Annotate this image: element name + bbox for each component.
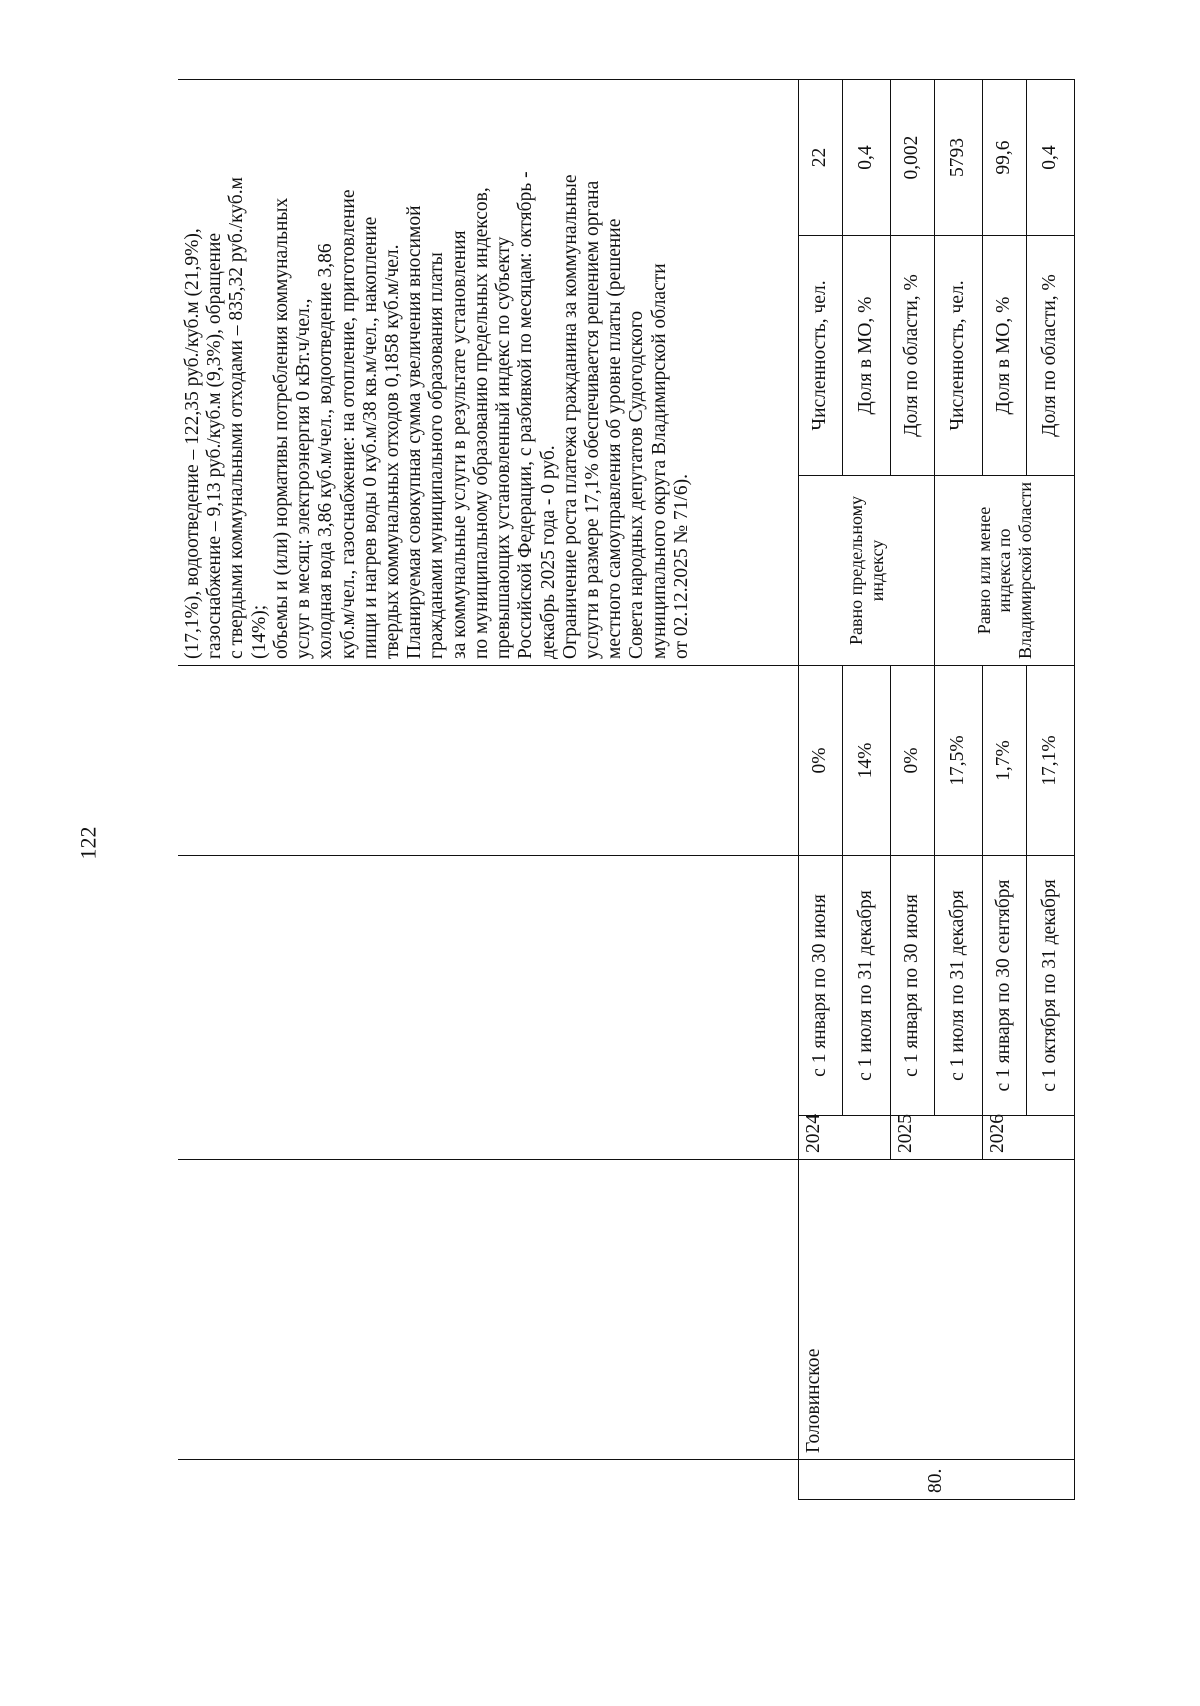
metric-name: Численность, чел.: [799, 236, 843, 476]
rotated-table-frame: [178, 80, 1113, 1500]
group-label: Равно или менее индекса по Владимирской области: [935, 476, 1075, 666]
description-line: декабрь 2025 года - 0 руб.: [537, 445, 559, 659]
index-value: 17,1%: [1027, 666, 1075, 856]
period-cell: с 1 января по 30 июня: [799, 856, 843, 1116]
description-row: [178, 79, 799, 1499]
description-line: услуг в месяц: электроэнергия 0 кВт.ч/чел.,: [293, 298, 315, 659]
index-value: 0%: [799, 666, 843, 856]
description-line: от 02.12.2025 № 71/6).: [670, 473, 692, 659]
description-line: (17,1%), водоотведение – 122,35 руб./куб.м (21,9%),: [182, 228, 203, 659]
year-cell: 2025: [891, 1116, 983, 1160]
description-line: пищи и нагрев воды 0 куб.м/38 кв.м/чел., накопление: [359, 216, 381, 659]
description-line: местного самоуправления об уровне платы (решение: [604, 218, 626, 659]
description-line: услуги в размере 17,1% обеспечивается решением органа: [581, 180, 603, 659]
description-line: твердых коммунальных отходов 0,1858 куб.м/чел.: [381, 244, 403, 659]
description-line: за коммунальные услуги в результате установления: [448, 230, 470, 659]
period-cell: с 1 октября по 31 декабря: [1027, 856, 1075, 1116]
description-line: Ограничение роста платежа гражданина за коммунальные: [559, 174, 581, 659]
empty-number-cell: [178, 1460, 799, 1500]
description-line: Российской Федерации, с разбивкой по месяцам: октябрь -: [515, 171, 537, 659]
metric-name: Доля по области, %: [891, 236, 935, 476]
metric-value: 5793: [935, 79, 983, 235]
metric-value: 99,6: [983, 79, 1027, 235]
description-line: Планируемая совокупная сумма увеличения вносимой: [404, 205, 426, 659]
year-cell: 2026: [983, 1116, 1075, 1160]
description-line: Совета народных депутатов Судогодского: [626, 310, 648, 659]
index-value: 14%: [843, 666, 891, 856]
description-line: газоснабжение – 9,13 руб./куб.м (9,3%), обращение: [204, 232, 226, 659]
period-cell: с 1 января по 30 сентября: [983, 856, 1027, 1116]
metric-name: Численность, чел.: [935, 236, 983, 476]
empty-name-cell: [178, 1160, 799, 1460]
page-number: 122: [75, 826, 101, 860]
empty-index-cell: [178, 666, 799, 856]
description-line: (14%);: [248, 604, 270, 659]
metric-name: Доля в МО, %: [983, 236, 1027, 476]
metric-name: Доля в МО, %: [843, 236, 891, 476]
metric-value: 0,002: [891, 79, 935, 235]
description-line: куб.м/чел., газоснабжение: на отопление, приготовление: [337, 189, 359, 659]
empty-period-cell: [178, 856, 799, 1160]
description-line: муниципального округа Владимирской области: [648, 263, 670, 659]
metric-name: Доля по области, %: [1027, 236, 1075, 476]
year-cell: 2024: [799, 1116, 891, 1160]
description-line: холодная вода 3,86 куб.м/чел., водоотведение 3,86: [315, 243, 337, 659]
rotated-table-sheet: [178, 80, 1113, 1500]
metric-value: 22: [799, 79, 843, 235]
metric-value: 0,4: [1027, 79, 1075, 235]
period-cell: с 1 января по 30 июня: [891, 856, 935, 1116]
description-text: [182, 86, 794, 659]
description-line: гражданами муниципального образования платы: [426, 252, 448, 659]
description-cell: [178, 79, 799, 665]
metric-value: 0,4: [843, 79, 891, 235]
index-value: 0%: [891, 666, 935, 856]
row-number: 80.: [799, 1460, 1075, 1500]
municipality-name: Головинское: [799, 1160, 1075, 1460]
index-value: 1,7%: [983, 666, 1027, 856]
description-line: с твердыми коммунальными отходами – 835,32 руб./куб.м: [226, 177, 248, 659]
index-value: 17,5%: [935, 666, 983, 856]
tariff-table: [178, 79, 1075, 1500]
table-row: [799, 79, 843, 1499]
description-line: по муниципальному образованию предельных индексов,: [470, 187, 492, 659]
period-cell: с 1 июля по 31 декабря: [843, 856, 891, 1116]
description-line: объемы и (или) нормативы потребления коммунальных: [270, 197, 292, 659]
group-label: Равно предельному индексу: [799, 476, 935, 666]
period-cell: с 1 июля по 31 декабря: [935, 856, 983, 1116]
description-line: превышающих установленный индекс по субъекту: [493, 236, 515, 659]
